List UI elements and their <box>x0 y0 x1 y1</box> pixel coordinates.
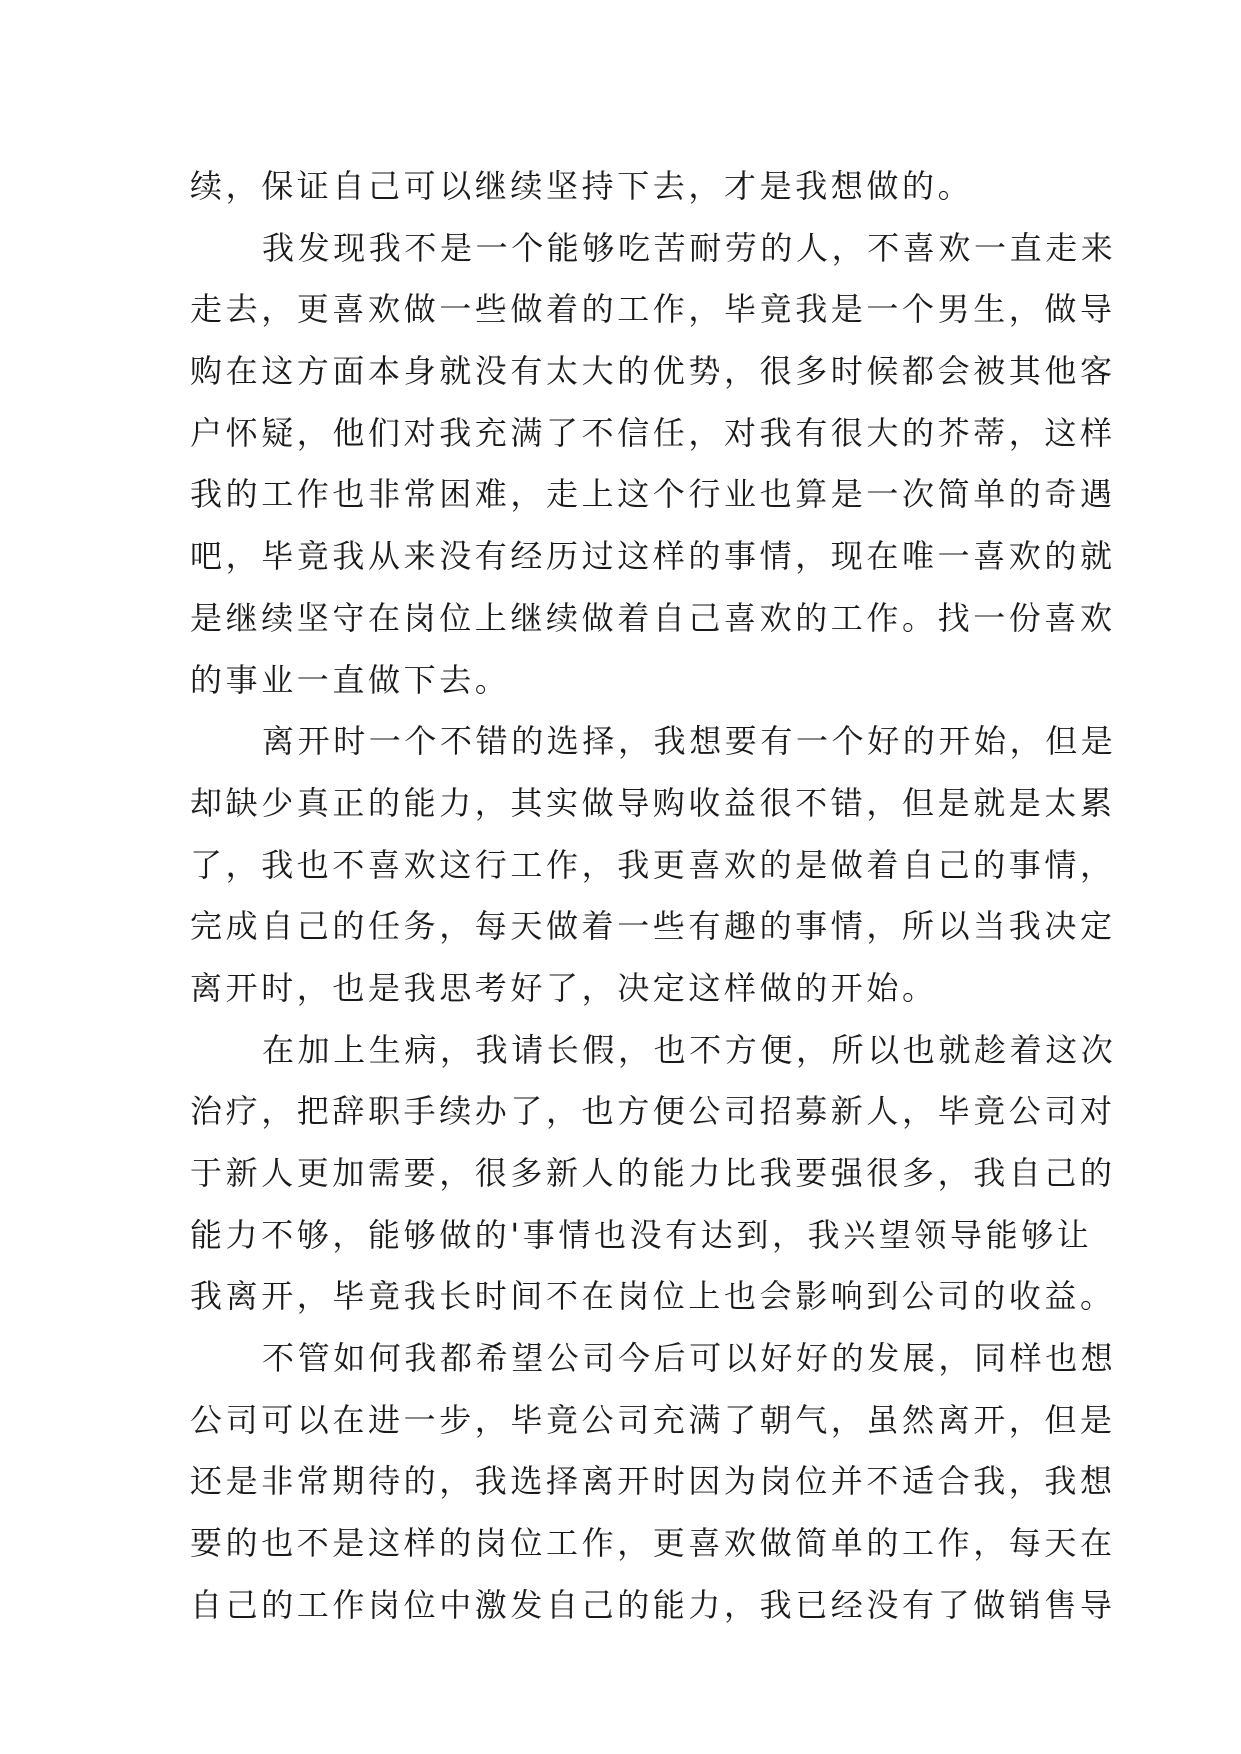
text-line: 于新人更加需要，很多新人的能力比我要强很多，我自己的 <box>190 1154 1116 1192</box>
text-line: 我发现我不是一个能够吃苦耐劳的人，不喜欢一直走来 <box>262 228 1117 267</box>
text-line: 的事业一直做下去。 <box>190 660 511 699</box>
text-line: 我的工作也非常困难，走上这个行业也算是一次简单的奇遇 <box>190 475 1116 514</box>
text-line: 吧，毕竟我从来没有经历过这样的事情，现在唯一喜欢的就 <box>190 537 1116 576</box>
text-line: 自己的工作岗位中激发自己的能力，我已经没有了做销售导 <box>190 1585 1116 1624</box>
text-line: 完成自己的任务，每天做着一些有趣的事情，所以当我决定 <box>190 907 1116 946</box>
text-line: 公司可以在进一步，毕竟公司充满了朝气，虽然离开，但是 <box>190 1400 1116 1439</box>
text-line: 要的也不是这样的岗位工作，更喜欢做简单的工作，每天在 <box>190 1524 1116 1563</box>
text-line: 治疗，把辞职手续办了，也方便公司招募新人，毕竟公司对 <box>190 1092 1116 1131</box>
text-line: 是继续坚守在岗位上继续做着自己喜欢的工作。找一份喜欢 <box>190 598 1116 637</box>
text-line: 在加上生病，我请长假，也不方便，所以也就趁着这次 <box>262 1030 1117 1069</box>
text-line: 购在这方面本身就没有太大的优势，很多时候都会被其他客 <box>190 352 1116 391</box>
body-text <box>190 156 1117 1637</box>
text-line: 不管如何我都希望公司今后可以好好的发展，同样也想 <box>262 1339 1117 1378</box>
text-line: 离开时一个不错的选择，我想要有一个好的开始，但是 <box>262 722 1117 761</box>
text-line: 还是非常期待的，我选择离开时因为岗位并不适合我，我想 <box>190 1462 1116 1501</box>
text-line: 了，我也不喜欢这行工作，我更喜欢的是做着自己的事情， <box>190 845 1116 884</box>
text-line: 我离开，毕竟我长时间不在岗位上也会影响到公司的收益。 <box>190 1277 1116 1316</box>
text-line: 续，保证自己可以继续坚持下去，才是我想做的。 <box>190 167 974 205</box>
text-line: 却缺少真正的能力，其实做导购收益很不错，但是就是太累 <box>190 783 1116 822</box>
text-line: 户怀疑，他们对我充满了不信任，对我有很大的芥蒂，这样 <box>190 413 1116 452</box>
text-line: 走去，更喜欢做一些做着的工作，毕竟我是一个男生，做导 <box>190 290 1116 329</box>
text-line: 能力不够，能够做的'事情也没有达到，我兴望领导能够让 <box>190 1215 1093 1254</box>
text-line: 离开时，也是我思考好了，决定这样做的开始。 <box>190 968 938 1007</box>
